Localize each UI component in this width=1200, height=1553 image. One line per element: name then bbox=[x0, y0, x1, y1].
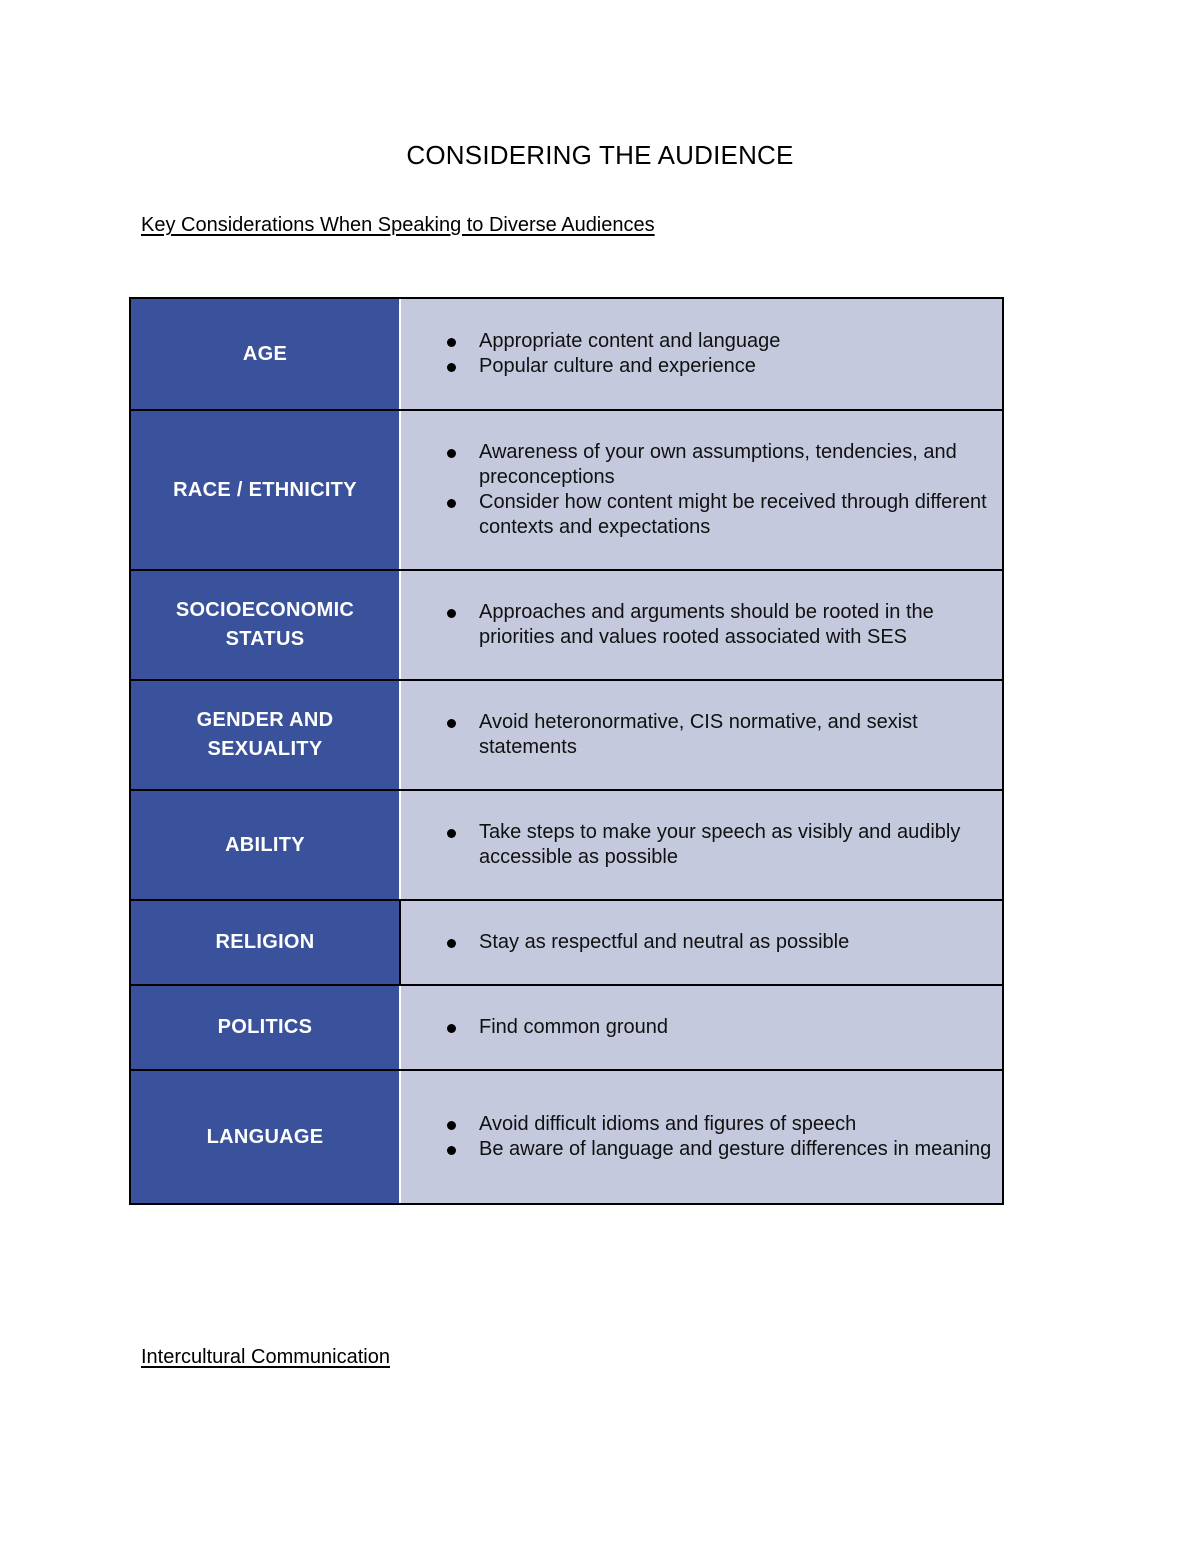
description-cell bbox=[401, 1071, 1002, 1203]
section-heading-intercultural-communication: Intercultural Communication bbox=[141, 1346, 390, 1368]
description-cell bbox=[401, 901, 1002, 984]
bullet-item: Appropriate content and language bbox=[445, 329, 780, 354]
description-cell bbox=[401, 411, 1002, 569]
bullet-list bbox=[445, 930, 849, 955]
bullet-item: Popular culture and experience bbox=[445, 354, 780, 379]
bullet-item: Awareness of your own assumptions, tendencies, and preconceptions bbox=[445, 440, 996, 490]
bullet-list bbox=[445, 710, 996, 760]
bullet-list bbox=[445, 329, 780, 379]
table-row-race-ethnicity bbox=[131, 409, 1002, 569]
bullet-list bbox=[445, 1015, 668, 1040]
category-label: RACE / ETHNICITY bbox=[173, 478, 357, 501]
category-cell bbox=[131, 299, 401, 409]
category-label: LANGUAGE bbox=[206, 1125, 324, 1148]
category-cell bbox=[131, 791, 401, 899]
bullet-item: Approaches and arguments should be rooted in the priorities and values rooted associated with SES bbox=[445, 600, 996, 650]
table-row-age bbox=[131, 299, 1002, 409]
category-label: POLITICS bbox=[217, 1016, 313, 1038]
category-cell bbox=[131, 901, 401, 984]
bullet-item: Consider how content might be received through different contexts and expectations bbox=[445, 490, 996, 540]
table-row-politics bbox=[131, 984, 1002, 1069]
description-cell bbox=[401, 681, 1002, 789]
bullet-item: Be aware of language and gesture differences in meaning bbox=[445, 1137, 991, 1162]
category-cell bbox=[131, 986, 401, 1069]
bullet-item: Stay as respectful and neutral as possible bbox=[445, 930, 849, 955]
page-title: CONSIDERING THE AUDIENCE bbox=[406, 140, 794, 170]
category-cell bbox=[131, 411, 401, 569]
category-label: ABILITY bbox=[225, 833, 305, 856]
audience-considerations-table bbox=[129, 297, 1004, 1205]
description-cell bbox=[401, 299, 1002, 409]
category-label: SOCIOECONOMIC STATUS bbox=[175, 599, 355, 650]
bullet-item: Find common ground bbox=[445, 1015, 668, 1040]
section-heading-key-considerations: Key Considerations When Speaking to Diverse Audiences bbox=[141, 214, 655, 236]
category-label: AGE bbox=[242, 342, 288, 365]
category-cell bbox=[131, 1071, 401, 1203]
bullet-item: Take steps to make your speech as visibly and audibly accessible as possible bbox=[445, 820, 996, 870]
category-label: GENDER AND SEXUALITY bbox=[196, 709, 334, 760]
category-cell bbox=[131, 571, 401, 679]
table-row-language bbox=[131, 1069, 1002, 1203]
category-cell bbox=[131, 681, 401, 789]
table-row-socioeconomic-status bbox=[131, 569, 1002, 679]
bullet-item: Avoid difficult idioms and figures of speech bbox=[445, 1112, 991, 1137]
bullet-list bbox=[445, 440, 996, 540]
bullet-list bbox=[445, 820, 996, 870]
table-row-religion bbox=[131, 899, 1002, 984]
bullet-item: Avoid heteronormative, CIS normative, and sexist statements bbox=[445, 710, 996, 760]
description-cell bbox=[401, 571, 1002, 679]
table-row-ability bbox=[131, 789, 1002, 899]
bullet-list bbox=[445, 1112, 991, 1162]
bullet-list bbox=[445, 600, 996, 650]
description-cell bbox=[401, 791, 1002, 899]
table-row-gender-and-sexuality bbox=[131, 679, 1002, 789]
description-cell bbox=[401, 986, 1002, 1069]
category-label: RELIGION bbox=[215, 931, 315, 953]
